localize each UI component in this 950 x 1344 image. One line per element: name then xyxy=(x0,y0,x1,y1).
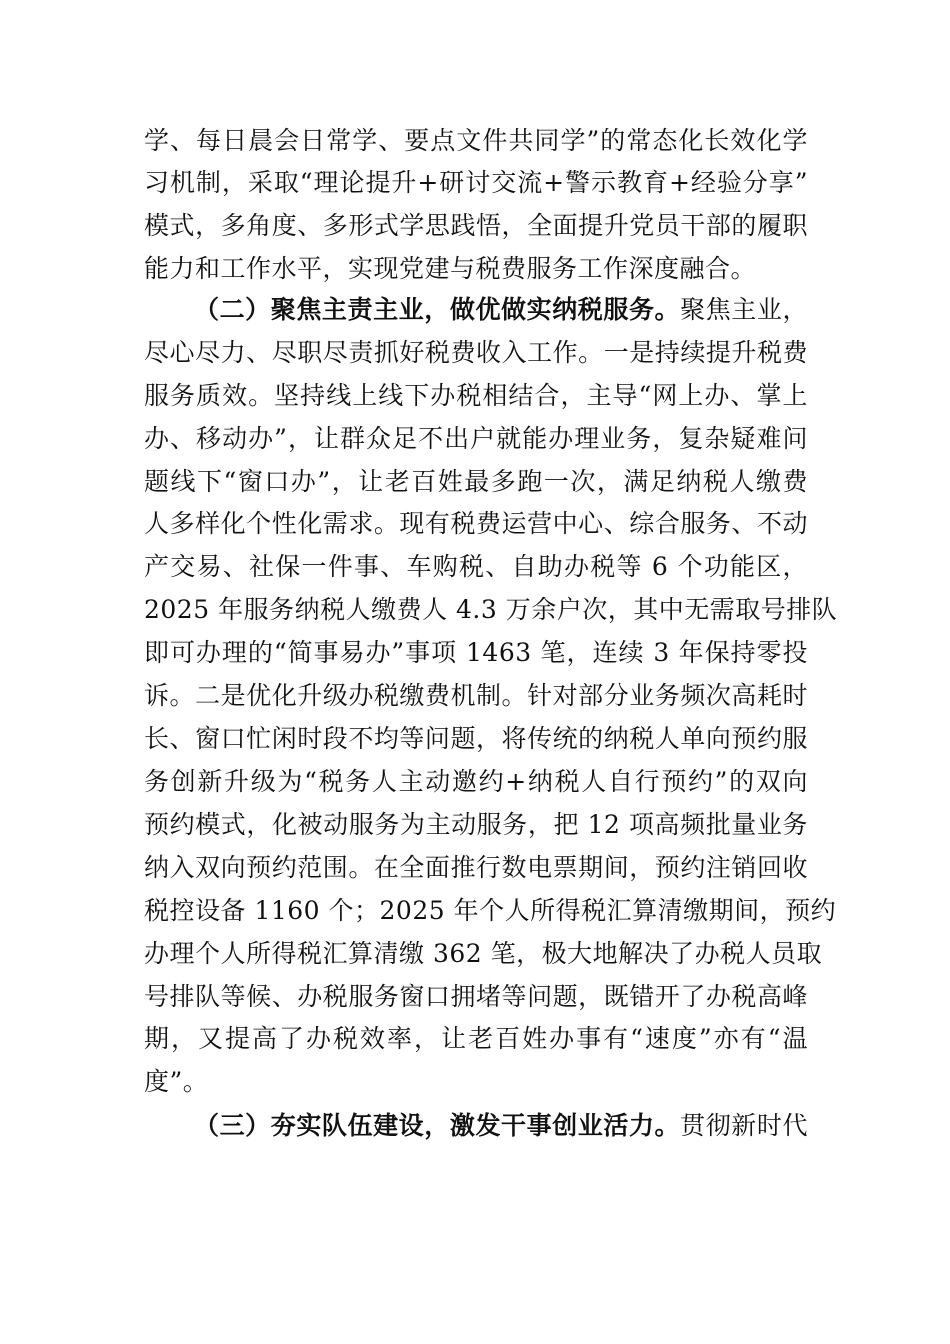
text-line: 期，又提高了办税效率，让老百姓办事有“速度”亦有“温 xyxy=(144,1024,808,1053)
text-line: 预约模式，化被动服务为主动服务，把 12 项高频批量业务 xyxy=(144,810,808,839)
text-line: 长、窗口忙闲时段不均等问题，将传统的纳税人单向预约服 xyxy=(144,724,808,753)
text-span: 贯彻新时代 xyxy=(680,1111,808,1140)
text-line: 产交易、社保一件事、车购税、自助办税等 6 个功能区， xyxy=(144,552,808,581)
section-heading-line xyxy=(194,1106,808,1146)
text-span: 聚焦主业， xyxy=(680,295,808,324)
text-line: 号排队等候、办税服务窗口拥堵等问题，既错开了办税高峰 xyxy=(144,982,808,1011)
text-line: 能力和工作水平，实现党建与税费服务工作深度融合。 xyxy=(144,254,757,283)
text-line: 2025 年服务纳税人缴费人 4.3 万余户次，其中无需取号排队 xyxy=(144,595,838,624)
text-line: 模式，多角度、多形式学思践悟，全面提升党员干部的履职 xyxy=(144,211,808,240)
text-line: 学、每日晨会日常学、要点文件共同学”的常态化长效化学 xyxy=(144,126,808,155)
text-line: 税控设备 1160 个；2025 年个人所得税汇算清缴期间，预约 xyxy=(144,896,837,925)
text-line: 服务质效。坚持线上线下办税相结合，主导“网上办、掌上 xyxy=(144,381,808,410)
text-line: 诉。二是优化升级办税缴费机制。针对部分业务频次高耗时 xyxy=(144,681,808,710)
text-line: 办、移动办”，让群众足不出户就能办理业务，复杂疑难问 xyxy=(144,424,808,453)
section-heading: （二）聚焦主责主业，做优做实纳税服务。 xyxy=(194,295,681,324)
text-line: 纳入双向预约范围。在全面推行数电票期间，预约注销回收 xyxy=(144,853,808,882)
text-line: 即可办理的“简事易办”事项 1463 笔，连续 3 年保持零投 xyxy=(144,638,808,667)
section-heading-line xyxy=(194,290,808,330)
text-line: 人多样化个性化需求。现有税费运营中心、综合服务、不动 xyxy=(144,509,808,538)
text-line: 办理个人所得税汇算清缴 362 笔，极大地解决了办税人员取 xyxy=(144,939,823,968)
section-heading: （三）夯实队伍建设，激发干事创业活力。 xyxy=(194,1111,681,1140)
text-line: 题线下“窗口办”，让老百姓最多跑一次，满足纳税人缴费 xyxy=(144,467,808,496)
text-line: 度”。 xyxy=(144,1067,209,1096)
text-line: 习机制，采取“理论提升+研讨交流+警示教育+经验分享” xyxy=(144,168,808,197)
text-line: 务创新升级为“税务人主动邀约+纳税人自行预约”的双向 xyxy=(144,767,808,796)
text-line: 尽心尽力、尽职尽责抓好税费收入工作。一是持续提升税费 xyxy=(144,338,808,367)
